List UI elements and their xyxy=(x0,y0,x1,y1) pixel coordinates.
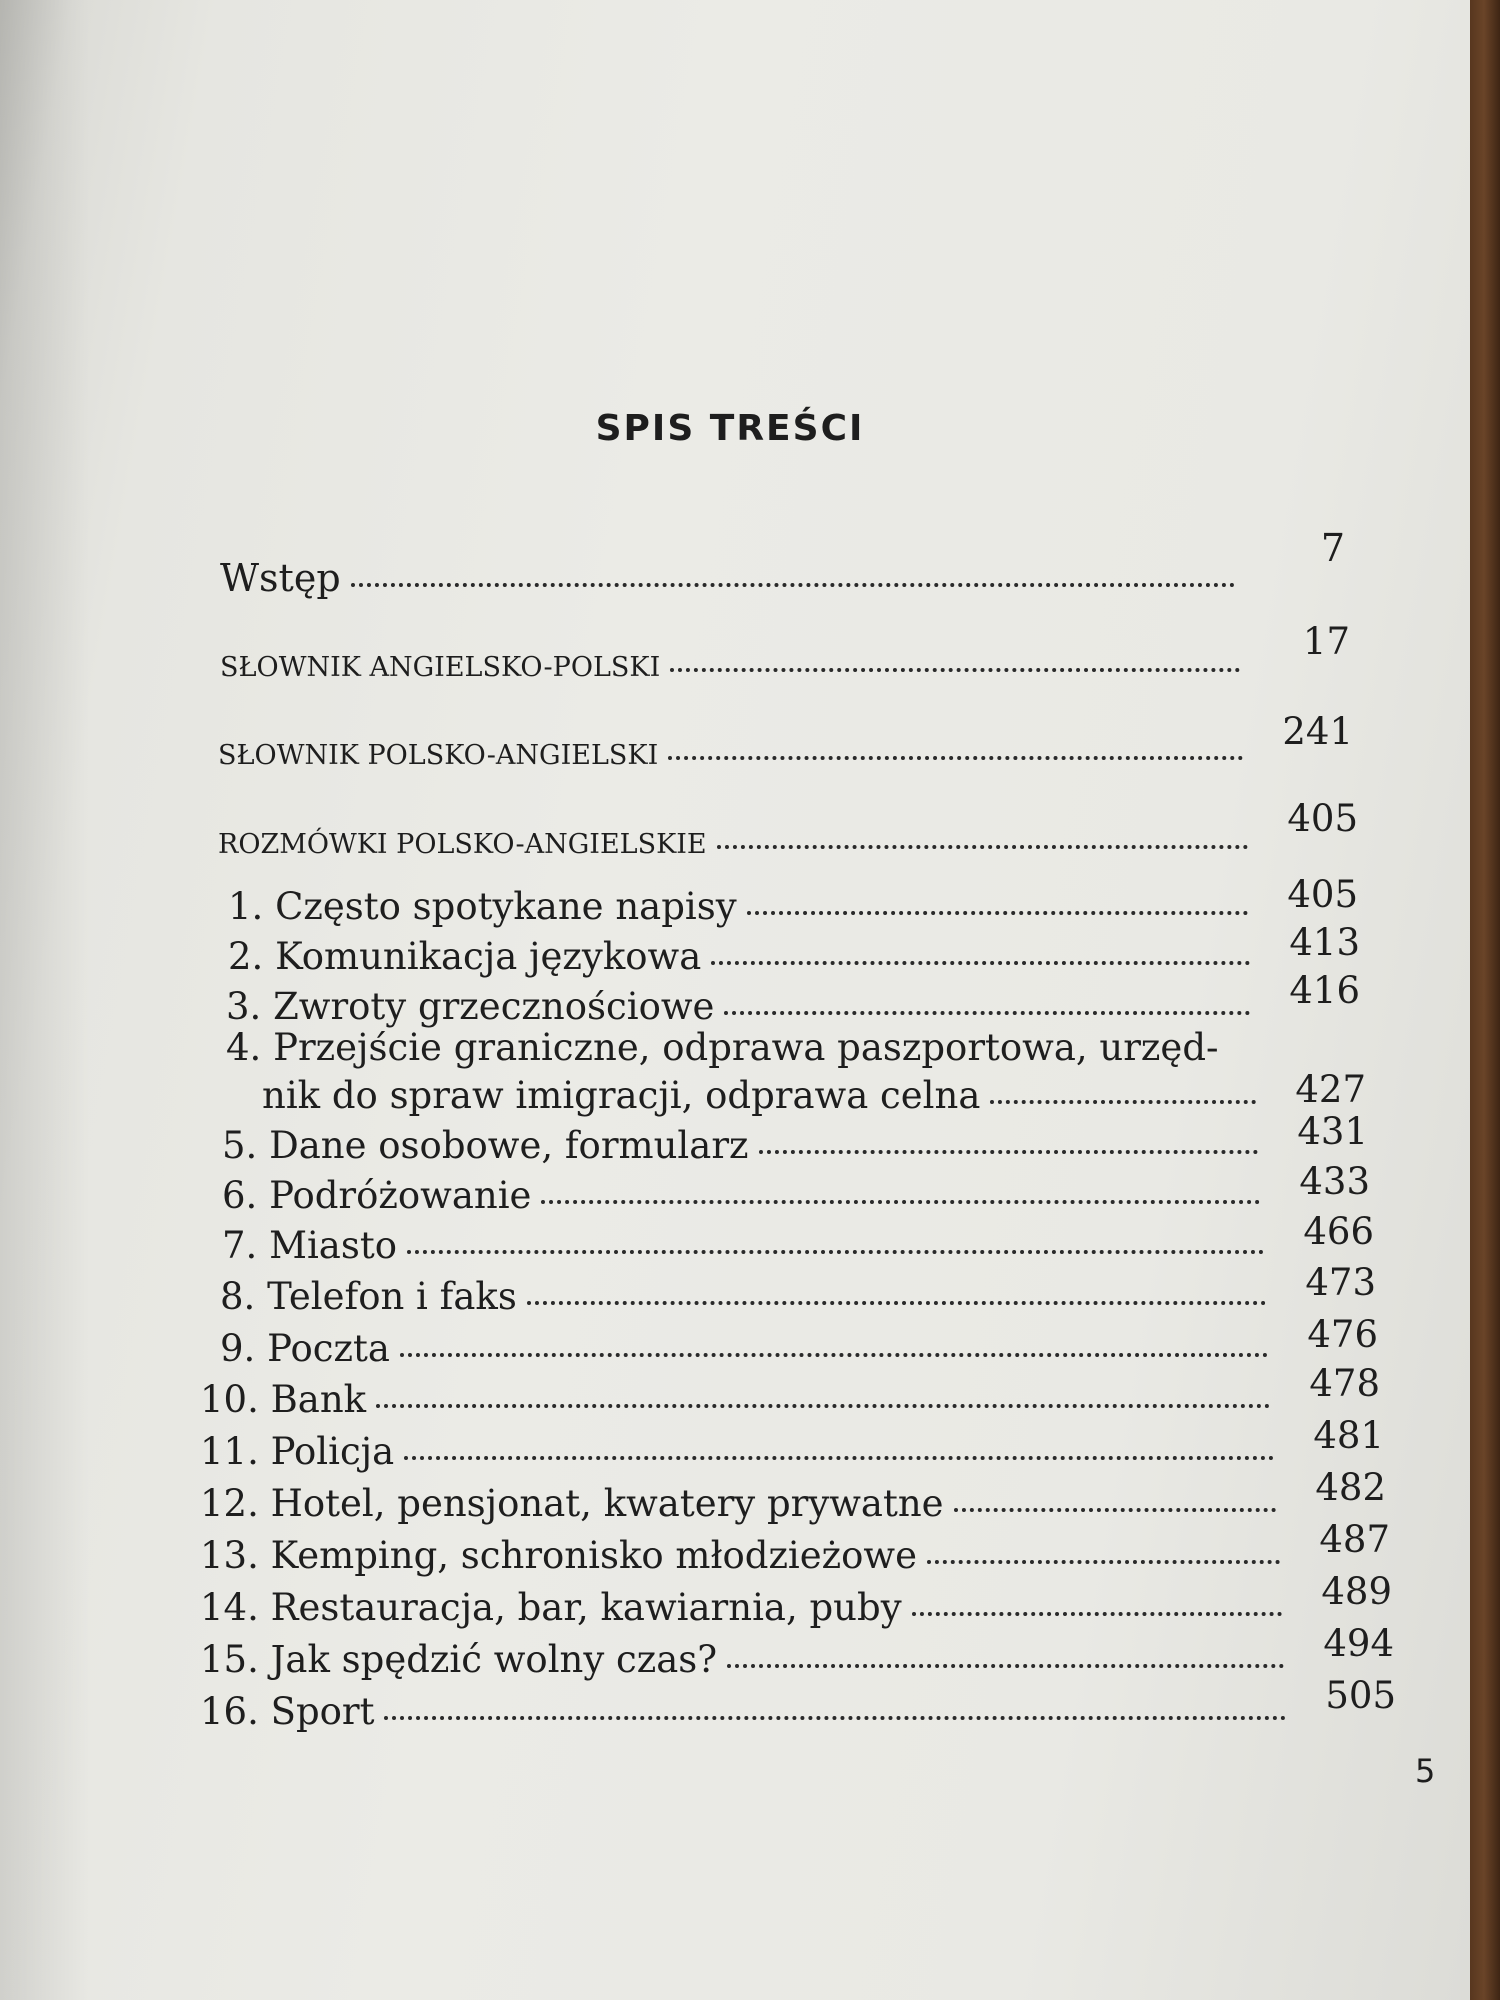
leader-dots xyxy=(407,1250,1264,1254)
toc-chapter-label: 14. Restauracja, bar, kawiarnia, puby xyxy=(200,1586,902,1629)
toc-chapter-page: 476 xyxy=(1307,1313,1378,1356)
toc-entry-label: SŁOWNIK ANGIELSKO-POLSKI xyxy=(220,652,661,683)
toc-chapter-page: 466 xyxy=(1303,1210,1374,1253)
toc-chapter-13 xyxy=(200,1518,1390,1577)
toc-chapter-page: 487 xyxy=(1319,1518,1390,1561)
toc-chapter-8 xyxy=(220,1261,1376,1318)
toc-chapter-label: 5. Dane osobowe, formularz xyxy=(222,1124,749,1167)
page-number: 5 xyxy=(1415,1752,1436,1790)
toc-entry-intro xyxy=(220,526,1345,600)
toc-chapter-4-line1: 4. Przejście graniczne, odprawa paszportowa, urzęd- xyxy=(226,1026,1219,1069)
toc-entry-page: 405 xyxy=(1287,797,1358,840)
toc-title: SPIS TREŚCI xyxy=(595,408,865,449)
toc-entry-label: SŁOWNIK POLSKO-ANGIELSKI xyxy=(218,740,659,771)
toc-chapter-1 xyxy=(228,873,1358,928)
toc-chapter-label: 2. Komunikacja językowa xyxy=(228,935,702,978)
toc-chapter-page: 489 xyxy=(1321,1570,1392,1613)
toc-chapter-label: 12. Hotel, pensjonat, kwatery prywatne xyxy=(200,1482,944,1525)
leader-dots xyxy=(717,845,1248,849)
toc-entry-phrasebook xyxy=(218,797,1358,860)
toc-chapter-label: 13. Kemping, schronisko młodzieżowe xyxy=(200,1534,918,1577)
toc-chapter-label: 9. Poczta xyxy=(220,1327,390,1370)
leader-dots xyxy=(668,756,1243,760)
leader-dots xyxy=(747,911,1248,915)
toc-entry-page: 17 xyxy=(1302,620,1350,663)
leader-dots xyxy=(927,1560,1280,1564)
leader-dots xyxy=(759,1150,1258,1154)
toc-entry-en-pl-dictionary xyxy=(220,620,1350,683)
page-gutter-shadow xyxy=(0,0,90,2000)
leader-dots xyxy=(404,1456,1274,1460)
toc-chapter-page: 416 xyxy=(1289,969,1360,1012)
toc-chapter-label: 8. Telefon i faks xyxy=(220,1275,517,1318)
toc-chapter-label: 15. Jak spędzić wolny czas? xyxy=(200,1638,718,1681)
leader-dots xyxy=(541,1200,1260,1204)
leader-dots xyxy=(912,1612,1282,1616)
toc-chapter-7 xyxy=(222,1210,1374,1267)
toc-chapter-16 xyxy=(200,1674,1396,1733)
toc-entry-label: ROZMÓWKI POLSKO-ANGIELSKIE xyxy=(218,829,707,860)
toc-chapter-label: 7. Miasto xyxy=(222,1224,397,1267)
toc-chapter-2 xyxy=(228,921,1360,978)
toc-chapter-12 xyxy=(200,1466,1386,1525)
toc-chapter-page: 473 xyxy=(1305,1261,1376,1304)
toc-chapter-label: 11. Policja xyxy=(200,1430,395,1473)
toc-chapter-page: 478 xyxy=(1309,1362,1380,1405)
toc-chapter-label: 16. Sport xyxy=(200,1690,375,1733)
leader-dots xyxy=(376,1404,1270,1408)
toc-chapter-page: 481 xyxy=(1313,1414,1384,1457)
toc-entry-pl-en-dictionary xyxy=(218,710,1353,771)
toc-chapter-page: 482 xyxy=(1315,1466,1386,1509)
toc-chapter-6 xyxy=(222,1160,1370,1217)
toc-chapter-3 xyxy=(226,969,1360,1028)
toc-chapter-label: 1. Często spotykane napisy xyxy=(228,885,737,928)
toc-chapter-9 xyxy=(220,1313,1378,1370)
leader-dots xyxy=(727,1664,1284,1668)
toc-chapter-15 xyxy=(200,1622,1394,1681)
toc-chapter-page: 505 xyxy=(1325,1674,1396,1717)
toc-chapter-14 xyxy=(200,1570,1392,1629)
leader-dots xyxy=(527,1301,1266,1305)
leader-dots xyxy=(990,1100,1256,1104)
toc-chapter-page: 413 xyxy=(1289,921,1360,964)
toc-chapter-label: 6. Podróżowanie xyxy=(222,1174,532,1217)
leader-dots xyxy=(711,961,1250,965)
toc-chapter-page: 494 xyxy=(1323,1622,1394,1665)
toc-chapter-page: 433 xyxy=(1299,1160,1370,1203)
leader-dots xyxy=(400,1353,1268,1357)
toc-chapter-10 xyxy=(200,1362,1380,1421)
toc-chapter-label-cont: nik do spraw imigracji, odprawa celna xyxy=(262,1074,981,1117)
leader-dots xyxy=(670,668,1240,672)
toc-chapter-page: 431 xyxy=(1297,1110,1368,1153)
toc-entry-page: 7 xyxy=(1320,526,1345,570)
toc-chapter-page: 405 xyxy=(1287,873,1358,916)
leader-dots xyxy=(384,1716,1286,1720)
leader-dots xyxy=(954,1508,1276,1512)
toc-chapter-label: 10. Bank xyxy=(200,1378,367,1421)
toc-entry-page: 241 xyxy=(1282,710,1353,753)
toc-chapter-page: 427 xyxy=(1295,1068,1366,1111)
toc-chapter-4 xyxy=(262,1068,1366,1117)
toc-chapter-11 xyxy=(200,1414,1384,1473)
toc-entry-label: Wstęp xyxy=(220,556,341,600)
leader-dots xyxy=(724,1011,1250,1015)
toc-chapter-5 xyxy=(222,1110,1368,1167)
leader-dots xyxy=(351,583,1235,587)
toc-chapter-label: 3. Zwroty grzecznościowe xyxy=(226,985,715,1028)
